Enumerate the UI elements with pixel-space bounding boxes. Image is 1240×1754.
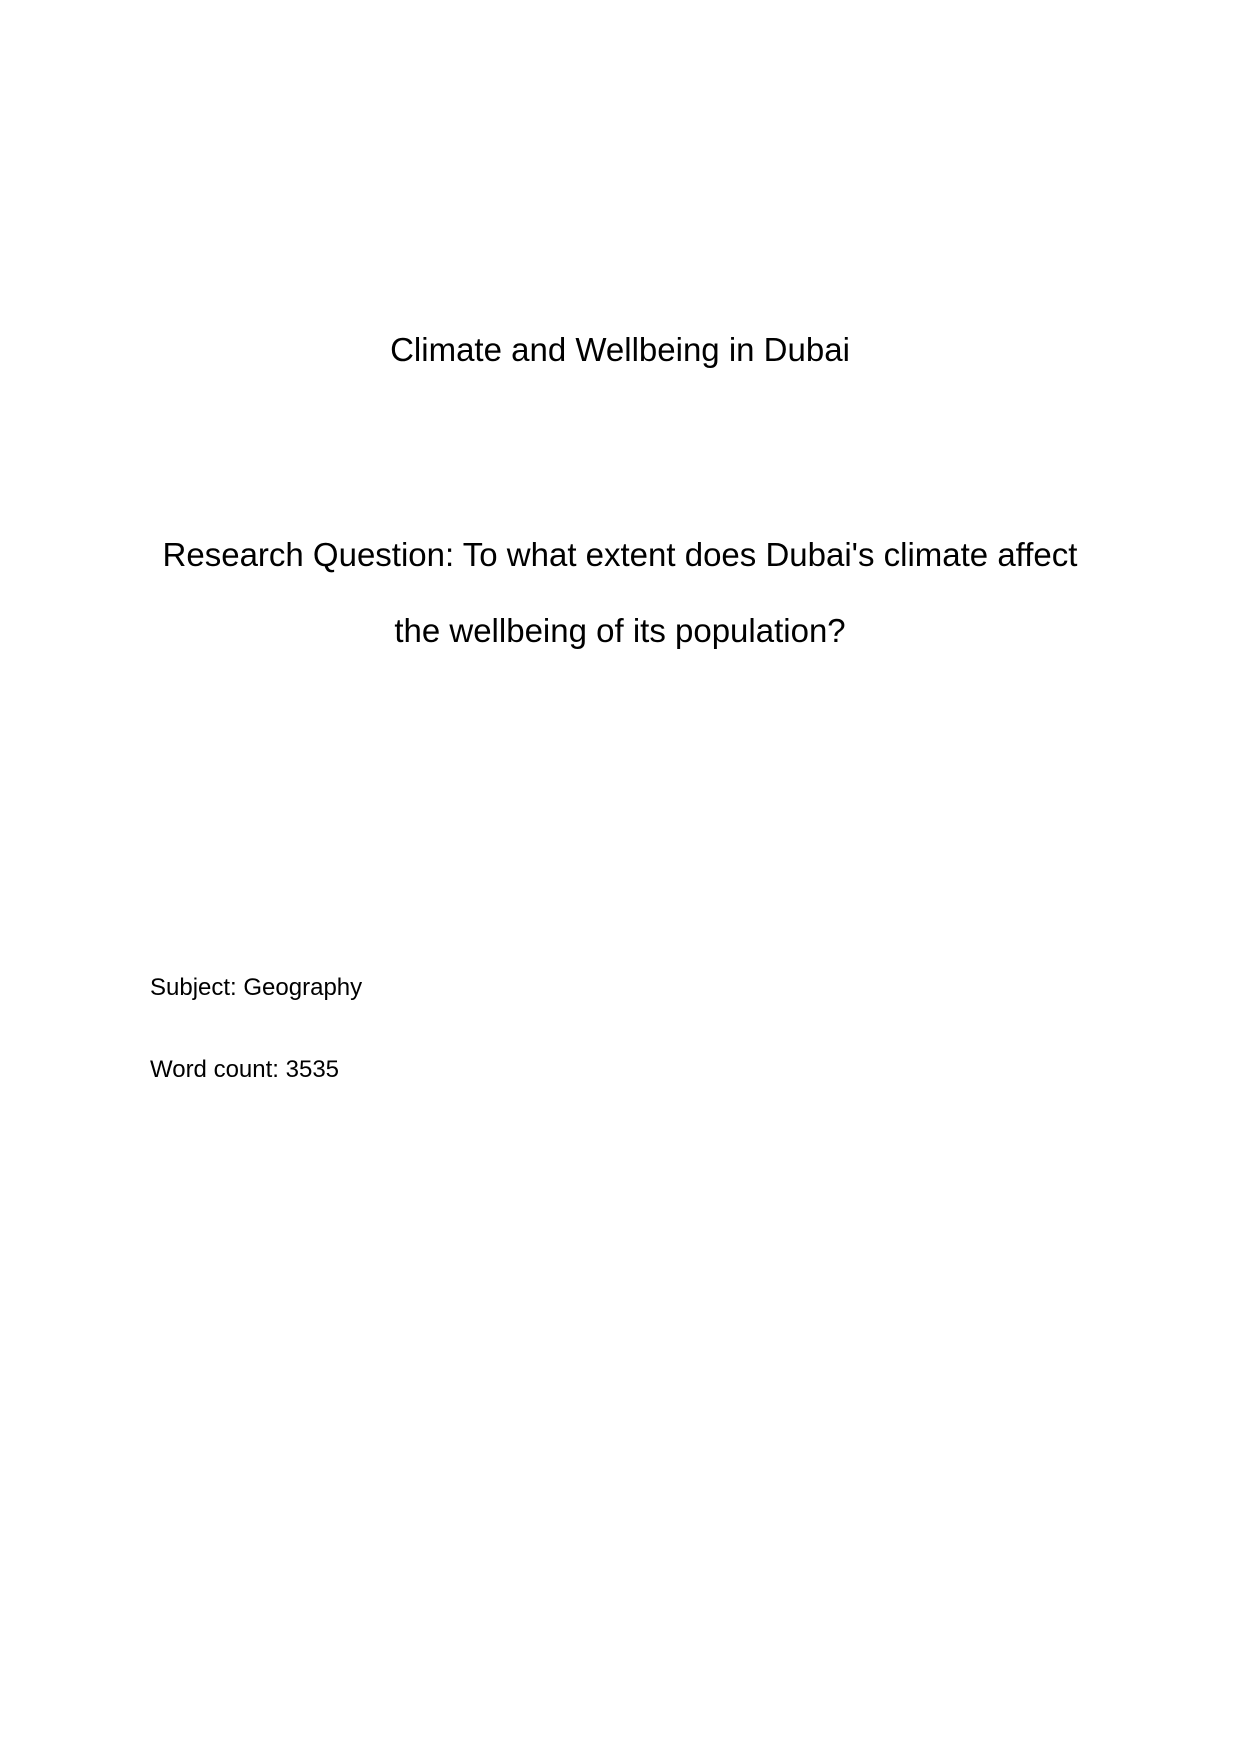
document-title: Climate and Wellbeing in Dubai <box>390 331 850 368</box>
research-question <box>150 517 1090 669</box>
word-count-line: Word count: 3535 <box>150 1056 340 1083</box>
research-question-line-1: Research Question: To what extent does Dubai's climate affect <box>162 536 1078 573</box>
research-question-line-2: the wellbeing of its population? <box>394 612 846 649</box>
subject-line: Subject: Geography <box>150 974 363 1001</box>
